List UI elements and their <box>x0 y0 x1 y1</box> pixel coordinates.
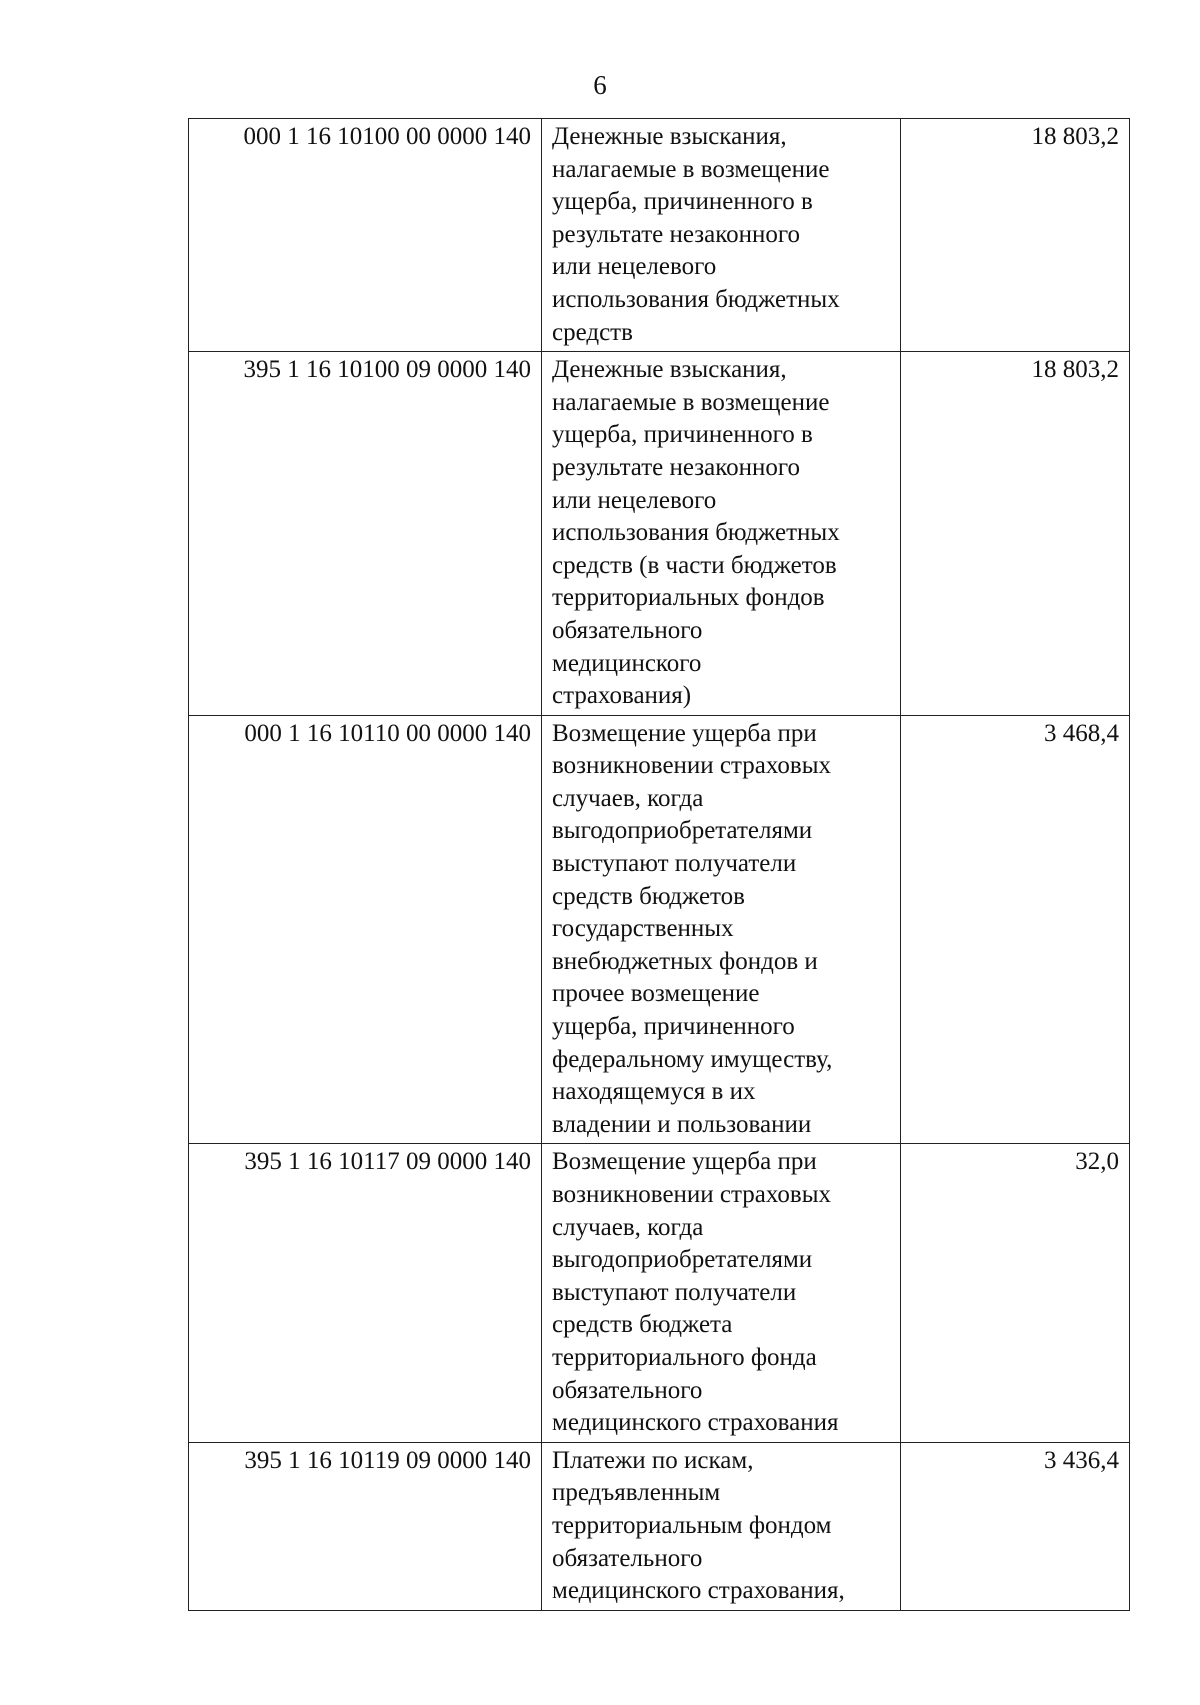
amount-cell: 3 468,4 <box>901 715 1130 1144</box>
amount-cell: 18 803,2 <box>901 119 1130 352</box>
revenue-description: Денежные взыскания, налагаемые в возмещение ущерба, причиненного в результате незаконного или нецелевого использования бюджетных средств <box>542 119 901 352</box>
budget-classification-code: 000 1 16 10110 00 0000 140 <box>189 715 542 1144</box>
budget-revenue-table <box>188 118 1130 1611</box>
table-row <box>189 352 1130 716</box>
table-row <box>189 1442 1130 1610</box>
budget-classification-code: 395 1 16 10100 09 0000 140 <box>189 352 542 716</box>
budget-classification-code: 395 1 16 10117 09 0000 140 <box>189 1144 542 1442</box>
budget-classification-code: 000 1 16 10100 00 0000 140 <box>189 119 542 352</box>
revenue-description: Платежи по искам, предъявленным территориальным фондом обязательного медицинского страхования, <box>542 1442 901 1610</box>
amount-cell: 32,0 <box>901 1144 1130 1442</box>
amount-cell: 18 803,2 <box>901 352 1130 716</box>
amount-cell: 3 436,4 <box>901 1442 1130 1610</box>
revenue-description: Денежные взыскания, налагаемые в возмещение ущерба, причиненного в результате незаконного или нецелевого использования бюджетных средств (в части бюджетов территориальных фондов обязательного медицинского страхования) <box>542 352 901 716</box>
page-number: 6 <box>593 70 607 100</box>
revenue-description: Возмещение ущерба при возникновении страховых случаев, когда выгодоприобретателями выступают получатели средств бюджета территориального фонда обязательного медицинского страхования <box>542 1144 901 1442</box>
revenue-description: Возмещение ущерба при возникновении страховых случаев, когда выгодоприобретателями выступают получатели средств бюджетов государственных внебюджетных фондов и прочее возмещение ущерба, причиненного федеральному имуществу, находящемуся в их владении и пользовании <box>542 715 901 1144</box>
table-row <box>189 715 1130 1144</box>
budget-classification-code: 395 1 16 10119 09 0000 140 <box>189 1442 542 1610</box>
table-row <box>189 119 1130 352</box>
table-row <box>189 1144 1130 1442</box>
